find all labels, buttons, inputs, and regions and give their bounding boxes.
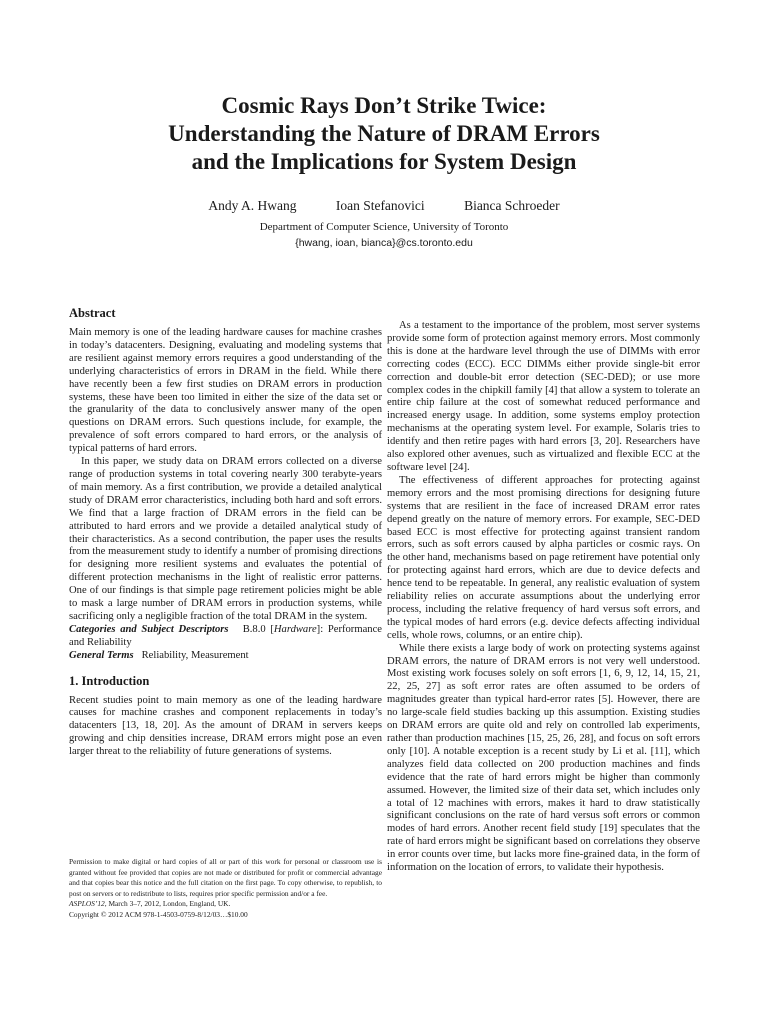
- intro-paragraph: Recent studies point to main memory as one of the leading hardware causes for machine crashes and component replacements in today’s datacenters [13, 18, 20]. As the amount of DRAM in servers keeps growing and chip densities increase, DRAM errors might pose an even larger threat to the reliability of future generations of systems.: [69, 694, 382, 758]
- right-column: [387, 320, 700, 875]
- categories-text-post: ]: Performance and Reliability: [69, 623, 382, 648]
- body-paragraph: As a testament to the importance of the problem, most server systems provide some form of protection against memory errors. Most commonly this is done at the hardware level through the use of DIMMs with error correcting codes (ECC). ECC DIMMs either provide single-bit error correction and double-bit error detection (SEC-DED); or use more complex codes in the chipkill family [4] that allow a system to tolerate an entire chip failure at the cost of somewhat reduced performance and increased energy usage. In addition, some systems employ protection mechanisms at the operating system level. For example, Solaris tries to identify and then retire pages with hard errors [3, 20]. Researchers have also explored other avenues, such as virtualized and flexible ECC at the software level [24].: [387, 320, 700, 473]
- title-line-1: Cosmic Rays Don’t Strike Twice:: [221, 93, 547, 118]
- copyright-footnote: [69, 857, 382, 921]
- body-paragraph: The effectiveness of different approaches for protecting against memory errors and the most promising directions for designing future systems that are resilient in the face of increased DRAM error rates depend greatly on the nature of memory errors. For example, SEC-DED based ECC is most effective for protecting against transient random errors, such as soft errors caused by alpha particles or cosmic rays. On the other hand, mechanisms based on page retirement have potential only for protecting against hard errors, which are due to device defects and hence tend to be repeatable. In general, any realistic evaluation of system reliability relies on accurate assumptions about the underlying error process, including the relative frequency of hard versus soft errors, and the typical modes of hard errors (e.g. device defects affecting individual cells, whole rows, columns, or an entire chip).: [387, 474, 700, 641]
- general-terms-line: [69, 650, 382, 663]
- permission-notice: Permission to make digital or hard copies of all or part of this work for personal or classroom use is granted without fee provided that copies are not made or distributed for profit or commercial advantage and that copies bear this notice and the full citation on the first page. To copy otherwise, to republish, to post on servers or to redistribute to lists, requires prior specific permission and/or a fee.: [69, 857, 382, 898]
- title-line-3: and the Implications for System Design: [191, 149, 577, 174]
- introduction-heading: 1. Introduction: [69, 673, 150, 688]
- body-paragraph: While there exists a large body of work on protecting systems against DRAM errors, the nature of DRAM errors is not very well understood. Most existing work focuses solely on soft errors [1, 6, 9, 12, 14, 15, 21, 22, 25, 27] as soft error rates are often assumed to be orders of magnitudes greater than typical hard-error rates [5]. However, there are no large-scale field studies backing up this assumption. Existing studies on DRAM errors are quite old and rely on controlled lab experiments, rather than production machines [15, 25, 26, 28], and focus on soft errors only [10]. A notable exception is a recent study by Li et al. [11], which analyzes field data collected on 200 production machines and finds evidence that the rate of hard errors might be higher than commonly assumed. However, the limited size of their data set, which includes only a total of 12 machines with errors, makes it hard to draw statistically significant conclusions on the rate of hard versus soft errors or common modes of hard errors. Another recent field study [19] speculates that the rate of hard errors might be significant based on correlations they observe in error counts over time, but lacks more fine-grained data, in the form of information on the location of errors, to validate their hypothesis.: [387, 642, 700, 874]
- author-list: [60, 197, 708, 215]
- general-terms-text: Reliability, Measurement: [141, 649, 249, 661]
- author-name: Ioan Stefanovici: [335, 198, 425, 213]
- abstract-paragraph: Main memory is one of the leading hardware causes for machine crashes in today’s datacenters. Designing, evaluating and modeling systems that are resilient against memory errors requires a good understanding of the underlying characteristics of errors in DRAM in the field. While there have recently been a few first studies on DRAM errors in production systems, these have been too limited in either the size of the data set or the granularity of the data to conclusively answer many of the open questions on DRAM errors. Such questions include, for example, the prevalence of soft errors compared to hard errors, or the analysis of typical patterns of hard errors.: [69, 327, 382, 455]
- author-name: Andy A. Hwang: [208, 198, 297, 213]
- conference-line: [69, 899, 382, 910]
- title-line-2: Understanding the Nature of DRAM Errors: [168, 121, 600, 146]
- copyright-line: Copyright © 2012 ACM 978-1-4503-0759-8/12/03…$10.00: [69, 909, 248, 919]
- conference-info: March 3–7, 2012, London, England, UK.: [108, 899, 231, 909]
- general-terms-label: General Terms: [69, 649, 134, 661]
- paper-title: [60, 92, 708, 176]
- categories-line: [69, 624, 382, 650]
- author-emails: {hwang, ioan, bianca}@cs.toronto.edu: [295, 237, 473, 249]
- categories-text-pre: B.8.0 [: [242, 623, 274, 635]
- abstract-heading: Abstract: [69, 306, 116, 320]
- left-column: [69, 306, 382, 759]
- author-name: Bianca Schroeder: [464, 198, 560, 213]
- author-affiliation: Department of Computer Science, University of Toronto: [259, 221, 509, 233]
- categories-text-em: Hardware: [273, 623, 317, 635]
- conference-name: ASPLOS’12,: [69, 899, 107, 909]
- categories-label: Categories and Subject Descriptors: [69, 623, 229, 635]
- abstract-paragraph: In this paper, we study data on DRAM errors collected on a diverse range of production systems in total covering nearly 300 terabyte-years of main memory. As a first contribution, we provide a detailed analytical study of DRAM error characteristics, including both hard and soft errors. We find that a large fraction of DRAM errors in the field can be attributed to hard errors and we provide a detailed analytical study of their characteristics. As a second contribution, the paper uses the results from the measurement study to identify a number of promising directions for designing more resilient systems and evaluates the potential of different protection mechanisms in the light of realistic error patterns. One of our findings is that simple page retirement policies might be able to mask a large number of DRAM errors in production systems, while sacrificing only a negligible fraction of the total DRAM in the system.: [69, 456, 382, 622]
